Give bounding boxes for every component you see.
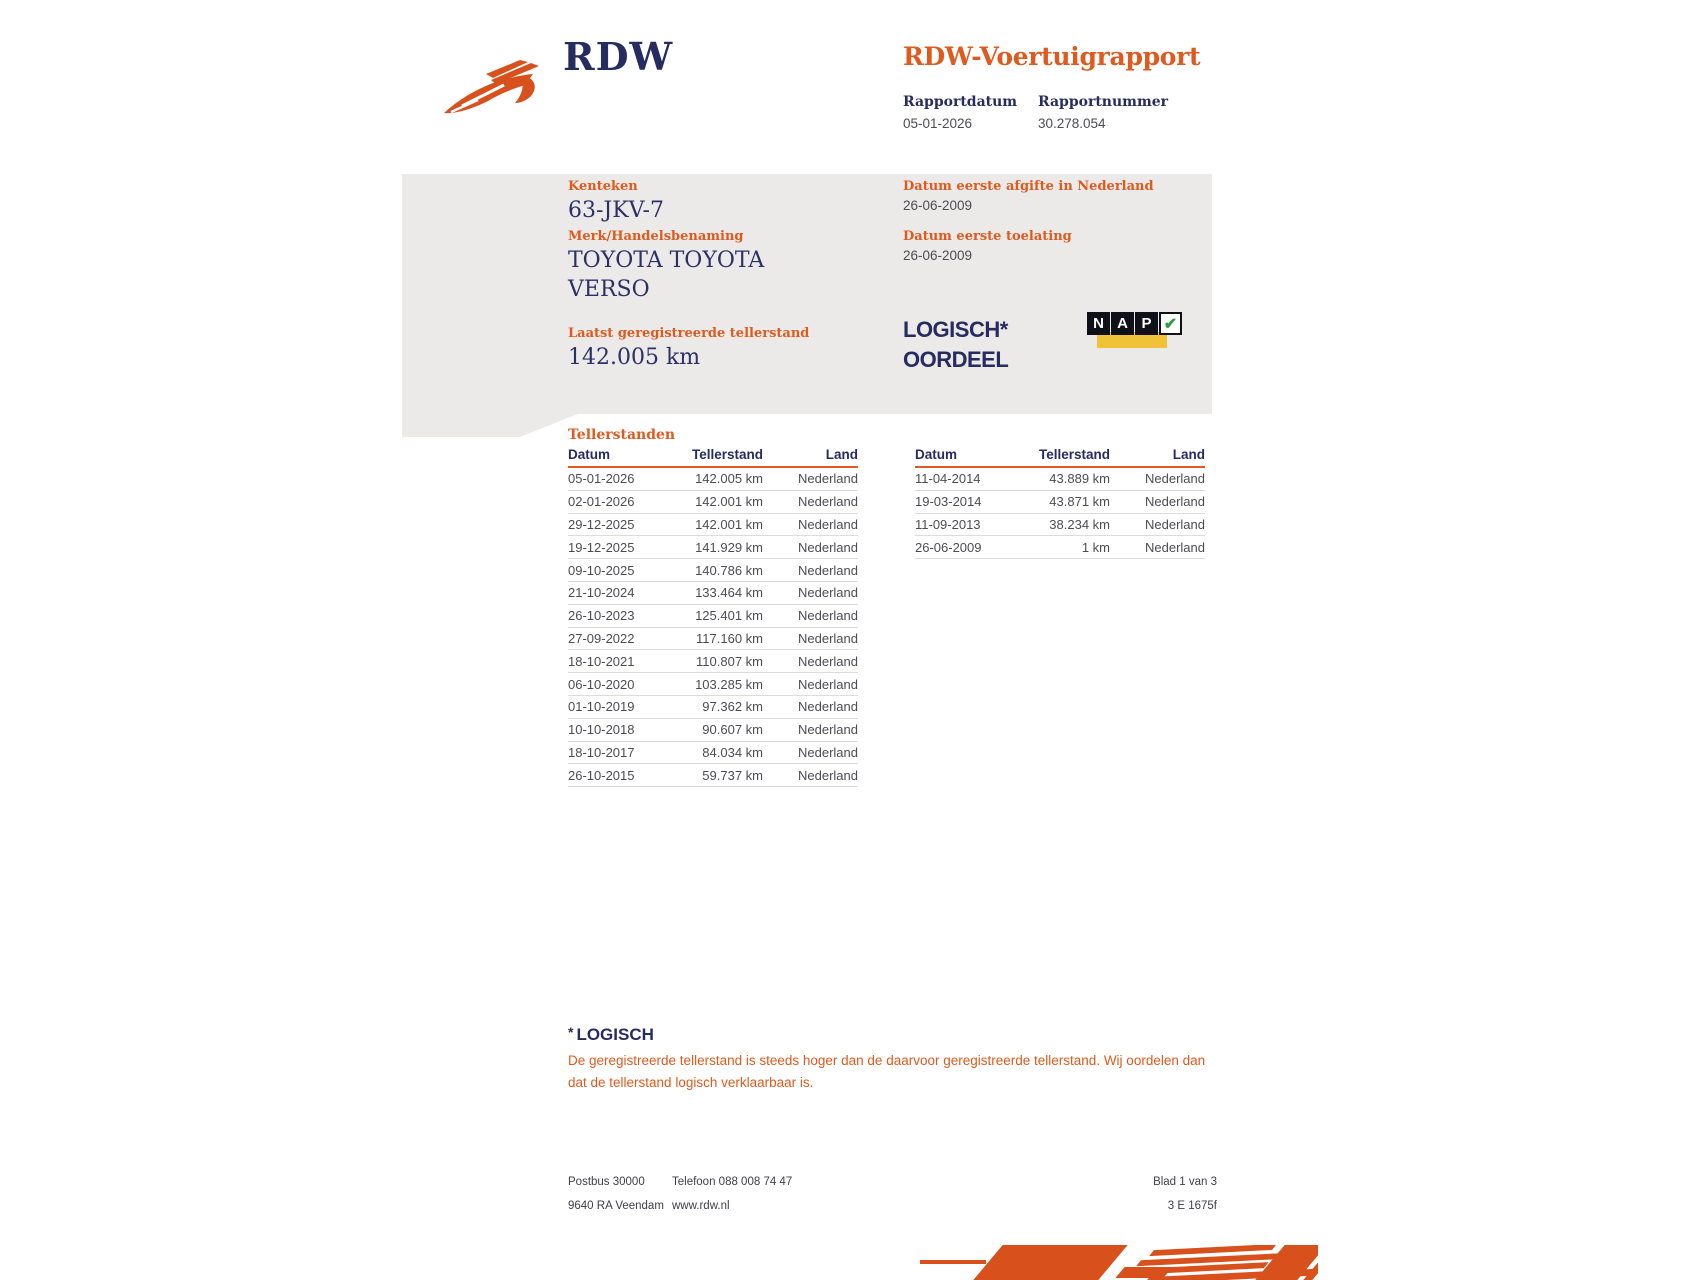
footer-postbus: Postbus 30000 — [568, 1176, 645, 1188]
table-cell: Nederland — [798, 562, 858, 578]
kenteken-label: Kenteken — [568, 179, 638, 194]
report-number-value: 30.278.054 — [1038, 116, 1106, 131]
report-meta — [903, 94, 1168, 131]
table-cell: Nederland — [798, 516, 858, 532]
table-cell: Nederland — [1145, 539, 1205, 555]
table-cell: 19-03-2014 — [915, 494, 982, 510]
table-cell: 38.234 km — [1049, 516, 1110, 532]
logisch-heading — [568, 1024, 654, 1045]
table-cell: 11-09-2013 — [915, 516, 981, 532]
table-cell: 43.871 km — [1049, 494, 1110, 510]
tellerstanden-table-left — [568, 447, 858, 787]
oordeel-line2: OORDEEL — [903, 347, 1009, 372]
table-cell: 01-10-2019 — [568, 699, 635, 715]
table-cell: 10-10-2018 — [568, 722, 635, 738]
nap-letter-n: N — [1087, 312, 1110, 335]
toelating-value: 26-06-2009 — [903, 248, 973, 263]
page-title: RDW-Voertuigrapport — [903, 42, 1201, 71]
table-cell: 133.464 km — [695, 585, 763, 601]
table-header-tellerstand: Tellerstand — [691, 447, 763, 462]
table-header-datum: Datum — [915, 447, 958, 462]
table-cell: Nederland — [798, 494, 858, 510]
footer-city: 9640 RA Veendam — [568, 1200, 664, 1212]
oordeel-line1: LOGISCH* — [903, 317, 1008, 342]
table-cell: Nederland — [798, 699, 858, 715]
table-cell: Nederland — [1145, 516, 1205, 532]
table-row — [568, 628, 858, 651]
wing-shape — [920, 1260, 986, 1264]
table-cell: Nederland — [798, 630, 858, 646]
table-cell: 117.160 km — [696, 630, 763, 646]
table-row — [568, 514, 858, 537]
footer-phone: Telefoon 088 008 74 47 — [672, 1176, 793, 1188]
logisch-asterisk: * — [568, 1024, 574, 1040]
table-cell: Nederland — [1145, 494, 1205, 510]
table-cell: 43.889 km — [1049, 471, 1110, 487]
table-row — [568, 673, 858, 696]
afgifte-label: Datum eerste afgifte in Nederland — [903, 179, 1154, 194]
table-cell: Nederland — [798, 722, 858, 738]
nap-letter-a: A — [1111, 312, 1134, 335]
wing-shape — [973, 1245, 1127, 1280]
table-cell: 29-12-2025 — [568, 516, 635, 532]
kenteken-value: 63-JKV-7 — [568, 198, 664, 223]
table-row — [915, 491, 1205, 514]
footer-page-number: Blad 1 van 3 — [1153, 1176, 1217, 1188]
footer-wing-graphic — [918, 1245, 1318, 1280]
table-row — [568, 536, 858, 559]
table-cell: 140.786 km — [695, 562, 763, 578]
table-cell: Nederland — [798, 539, 858, 555]
nap-letter-p: P — [1135, 312, 1158, 335]
table-cell: 11-04-2014 — [915, 471, 981, 487]
table-cell: 110.807 km — [696, 653, 763, 669]
oordeel-text — [903, 315, 1008, 375]
logisch-explanation-line2: dat de tellerstand logisch verklaarbaar is. — [568, 1074, 814, 1090]
table-row — [568, 468, 858, 491]
table-header-datum: Datum — [568, 447, 611, 462]
table-row — [568, 742, 858, 765]
rdw-feather-icon — [438, 50, 560, 118]
laatste-tellerstand-label: Laatst geregistreerde tellerstand — [568, 326, 810, 341]
table-cell: 09-10-2025 — [568, 562, 635, 578]
table-cell: Nederland — [798, 471, 858, 487]
afgifte-value: 26-06-2009 — [903, 198, 973, 213]
table-cell: 18-10-2017 — [568, 744, 635, 760]
report-date-value: 05-01-2026 — [903, 116, 973, 131]
table-row — [568, 650, 858, 673]
table-cell: 21-10-2024 — [568, 585, 635, 601]
table-cell: 26-06-2009 — [915, 539, 982, 555]
merk-label: Merk/Handelsbenaming — [568, 229, 744, 244]
footer-doc-code: 3 E 1675f — [1167, 1200, 1217, 1212]
table-row — [568, 582, 858, 605]
table-row — [568, 605, 858, 628]
laatste-tellerstand-value: 142.005 km — [568, 345, 701, 370]
table-header-land: Land — [825, 447, 858, 462]
table-header-row — [568, 447, 858, 468]
table-cell: 142.001 km — [695, 516, 763, 532]
table-header-land: Land — [1172, 447, 1205, 462]
table-cell: 142.001 km — [695, 494, 763, 510]
report-date — [903, 94, 1018, 131]
logisch-explanation — [568, 1050, 1205, 1093]
table-header-row — [915, 447, 1205, 468]
report-number-label: Rapportnummer — [1038, 94, 1169, 110]
table-cell: 26-10-2015 — [568, 767, 635, 783]
table-cell: 103.285 km — [695, 676, 763, 692]
vehicle-summary-box — [402, 174, 1212, 414]
footer-pagination — [1153, 1176, 1217, 1224]
table-cell: 26-10-2023 — [568, 608, 635, 624]
table-cell: 1 km — [1081, 539, 1110, 555]
table-row — [568, 559, 858, 582]
table-cell: 06-10-2020 — [568, 676, 635, 692]
footer-address — [568, 1176, 672, 1224]
table-row — [915, 536, 1205, 559]
table-cell: 18-10-2021 — [568, 653, 635, 669]
table-cell: 142.005 km — [695, 471, 763, 487]
table-header-tellerstand: Tellerstand — [1038, 447, 1110, 462]
nap-logo — [1087, 312, 1187, 352]
table-cell: Nederland — [1145, 471, 1205, 487]
table-cell: 59.737 km — [702, 767, 763, 783]
nap-check-icon: ✔ — [1159, 312, 1182, 335]
table-row — [568, 719, 858, 742]
rdw-wordmark: RDW — [563, 34, 674, 79]
tellerstanden-section-title: Tellerstanden — [568, 427, 676, 443]
table-cell: Nederland — [798, 767, 858, 783]
tellerstanden-table-right — [915, 447, 1205, 559]
table-cell: 05-01-2026 — [568, 471, 635, 487]
page-footer — [568, 1176, 1217, 1224]
toelating-label: Datum eerste toelating — [903, 229, 1072, 244]
table-row — [915, 468, 1205, 491]
table-row — [568, 491, 858, 514]
table-row — [915, 514, 1205, 537]
table-cell: Nederland — [798, 676, 858, 692]
table-cell: Nederland — [798, 608, 858, 624]
table-cell: 125.401 km — [695, 608, 763, 624]
table-cell: Nederland — [798, 744, 858, 760]
table-cell: Nederland — [798, 653, 858, 669]
footer-website-link[interactable]: www.rdw.nl — [672, 1200, 730, 1212]
table-cell: 90.607 km — [702, 722, 763, 738]
logisch-heading-text: LOGISCH — [576, 1025, 654, 1044]
table-row — [568, 764, 858, 787]
table-cell: 27-09-2022 — [568, 630, 635, 646]
vehicle-summary-box-tab — [402, 414, 578, 437]
table-cell: 84.034 km — [702, 744, 763, 760]
table-cell: Nederland — [798, 585, 858, 601]
report-date-label: Rapportdatum — [903, 94, 1018, 110]
report-number — [1038, 94, 1168, 131]
table-cell: 141.929 km — [695, 539, 763, 555]
table-cell: 02-01-2026 — [568, 494, 635, 510]
table-row — [568, 696, 858, 719]
table-cell: 19-12-2025 — [568, 539, 635, 555]
merk-value: TOYOTA TOYOTA VERSO — [568, 248, 765, 302]
table-cell: 97.362 km — [702, 699, 763, 715]
footer-contact — [672, 1176, 1153, 1224]
logisch-explanation-line1: De geregistreerde tellerstand is steeds hoger dan de daarvoor geregistreerde tellerstand. Wij oordelen dan — [568, 1053, 1206, 1068]
